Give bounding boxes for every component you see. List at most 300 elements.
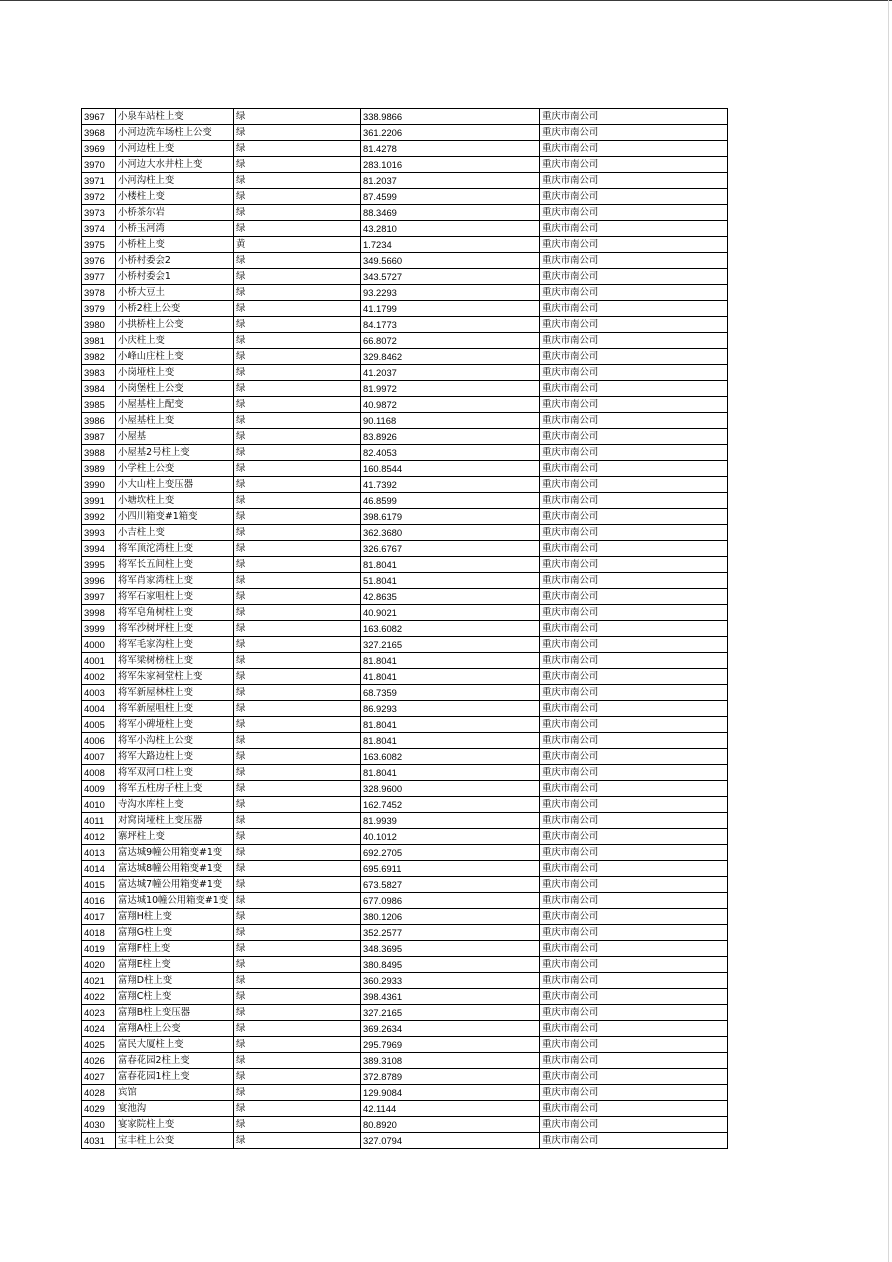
value-cell: 83.8926 xyxy=(361,429,540,445)
row-id-cell: 4005 xyxy=(82,717,116,733)
table-row xyxy=(82,253,728,269)
transformer-name-cell: 小桥玉河湾 xyxy=(116,221,234,237)
row-id-cell: 3999 xyxy=(82,621,116,637)
value-cell: 380.1206 xyxy=(361,909,540,925)
table-row xyxy=(82,701,728,717)
transformer-name-cell: 富翔A柱上公变 xyxy=(116,1021,234,1037)
company-cell: 重庆市南公司 xyxy=(540,605,728,621)
company-cell: 重庆市南公司 xyxy=(540,717,728,733)
row-id-cell: 4016 xyxy=(82,893,116,909)
company-cell: 重庆市南公司 xyxy=(540,589,728,605)
company-cell: 重庆市南公司 xyxy=(540,1005,728,1021)
company-cell: 重庆市南公司 xyxy=(540,573,728,589)
value-cell: 295.7969 xyxy=(361,1037,540,1053)
status-color-cell: 黄 xyxy=(234,237,361,253)
transformer-name-cell: 小屋基柱上变 xyxy=(116,413,234,429)
table-row xyxy=(82,765,728,781)
value-cell: 360.2933 xyxy=(361,973,540,989)
table-row xyxy=(82,429,728,445)
table-row xyxy=(82,1005,728,1021)
table-row xyxy=(82,221,728,237)
table-row xyxy=(82,237,728,253)
transformer-name-cell: 将军小碑垭柱上变 xyxy=(116,717,234,733)
value-cell: 283.1016 xyxy=(361,157,540,173)
value-cell: 81.9939 xyxy=(361,813,540,829)
status-color-cell: 绿 xyxy=(234,349,361,365)
transformer-name-cell: 将军新屋林柱上变 xyxy=(116,685,234,701)
status-color-cell: 绿 xyxy=(234,381,361,397)
table-row xyxy=(82,493,728,509)
value-cell: 326.6767 xyxy=(361,541,540,557)
status-color-cell: 绿 xyxy=(234,589,361,605)
table-row xyxy=(82,893,728,909)
table-row xyxy=(82,365,728,381)
status-color-cell: 绿 xyxy=(234,317,361,333)
row-id-cell: 4009 xyxy=(82,781,116,797)
company-cell: 重庆市南公司 xyxy=(540,893,728,909)
status-color-cell: 绿 xyxy=(234,861,361,877)
status-color-cell: 绿 xyxy=(234,221,361,237)
row-id-cell: 4022 xyxy=(82,989,116,1005)
value-cell: 68.7359 xyxy=(361,685,540,701)
company-cell: 重庆市南公司 xyxy=(540,349,728,365)
table-row xyxy=(82,301,728,317)
table-row xyxy=(82,749,728,765)
row-id-cell: 3995 xyxy=(82,557,116,573)
status-color-cell: 绿 xyxy=(234,829,361,845)
value-cell: 46.8599 xyxy=(361,493,540,509)
table-row xyxy=(82,125,728,141)
value-cell: 81.8041 xyxy=(361,717,540,733)
value-cell: 160.8544 xyxy=(361,461,540,477)
row-id-cell: 3991 xyxy=(82,493,116,509)
value-cell: 93.2293 xyxy=(361,285,540,301)
row-id-cell: 3984 xyxy=(82,381,116,397)
company-cell: 重庆市南公司 xyxy=(540,1021,728,1037)
status-color-cell: 绿 xyxy=(234,925,361,941)
value-cell: 380.8495 xyxy=(361,957,540,973)
table-row xyxy=(82,1021,728,1037)
status-color-cell: 绿 xyxy=(234,765,361,781)
status-color-cell: 绿 xyxy=(234,365,361,381)
status-color-cell: 绿 xyxy=(234,1005,361,1021)
company-cell: 重庆市南公司 xyxy=(540,477,728,493)
row-id-cell: 4027 xyxy=(82,1069,116,1085)
company-cell: 重庆市南公司 xyxy=(540,381,728,397)
value-cell: 81.8041 xyxy=(361,733,540,749)
row-id-cell: 3982 xyxy=(82,349,116,365)
value-cell: 80.8920 xyxy=(361,1117,540,1133)
table-row xyxy=(82,797,728,813)
table-row xyxy=(82,141,728,157)
status-color-cell: 绿 xyxy=(234,173,361,189)
row-id-cell: 3970 xyxy=(82,157,116,173)
status-color-cell: 绿 xyxy=(234,957,361,973)
company-cell: 重庆市南公司 xyxy=(540,973,728,989)
company-cell: 重庆市南公司 xyxy=(540,1133,728,1149)
row-id-cell: 4026 xyxy=(82,1053,116,1069)
value-cell: 673.5827 xyxy=(361,877,540,893)
transformer-name-cell: 小桥2柱上公变 xyxy=(116,301,234,317)
row-id-cell: 4029 xyxy=(82,1101,116,1117)
row-id-cell: 3994 xyxy=(82,541,116,557)
table-row xyxy=(82,973,728,989)
company-cell: 重庆市南公司 xyxy=(540,957,728,973)
table-row xyxy=(82,461,728,477)
value-cell: 328.9600 xyxy=(361,781,540,797)
table-row xyxy=(82,653,728,669)
transformer-name-cell: 将军五柱房子柱上变 xyxy=(116,781,234,797)
status-color-cell: 绿 xyxy=(234,637,361,653)
value-cell: 162.7452 xyxy=(361,797,540,813)
row-id-cell: 4002 xyxy=(82,669,116,685)
value-cell: 66.8072 xyxy=(361,333,540,349)
row-id-cell: 4007 xyxy=(82,749,116,765)
company-cell: 重庆市南公司 xyxy=(540,429,728,445)
table-row xyxy=(82,269,728,285)
company-cell: 重庆市南公司 xyxy=(540,861,728,877)
value-cell: 84.1773 xyxy=(361,317,540,333)
transformer-name-cell: 小四川箱变#1箱变 xyxy=(116,509,234,525)
company-cell: 重庆市南公司 xyxy=(540,253,728,269)
row-id-cell: 4023 xyxy=(82,1005,116,1021)
row-id-cell: 3988 xyxy=(82,445,116,461)
row-id-cell: 4018 xyxy=(82,925,116,941)
status-color-cell: 绿 xyxy=(234,397,361,413)
company-cell: 重庆市南公司 xyxy=(540,989,728,1005)
value-cell: 40.1012 xyxy=(361,829,540,845)
transformer-name-cell: 将军梁树榜柱上变 xyxy=(116,653,234,669)
transformer-name-cell: 小屋基柱上配变 xyxy=(116,397,234,413)
row-id-cell: 3993 xyxy=(82,525,116,541)
company-cell: 重庆市南公司 xyxy=(540,461,728,477)
status-color-cell: 绿 xyxy=(234,509,361,525)
table-row xyxy=(82,509,728,525)
status-color-cell: 绿 xyxy=(234,109,361,125)
page-right-edge xyxy=(888,0,889,1262)
company-cell: 重庆市南公司 xyxy=(540,541,728,557)
transformer-name-cell: 富翔H柱上变 xyxy=(116,909,234,925)
row-id-cell: 3972 xyxy=(82,189,116,205)
company-cell: 重庆市南公司 xyxy=(540,733,728,749)
value-cell: 338.9866 xyxy=(361,109,540,125)
company-cell: 重庆市南公司 xyxy=(540,1053,728,1069)
value-cell: 90.1168 xyxy=(361,413,540,429)
transformer-name-cell: 富翔F柱上变 xyxy=(116,941,234,957)
table-row xyxy=(82,781,728,797)
status-color-cell: 绿 xyxy=(234,125,361,141)
value-cell: 41.8041 xyxy=(361,669,540,685)
company-cell: 重庆市南公司 xyxy=(540,1117,728,1133)
transformer-name-cell: 富翔B柱上变压器 xyxy=(116,1005,234,1021)
table-row xyxy=(82,173,728,189)
transformer-name-cell: 小屋基2号柱上变 xyxy=(116,445,234,461)
transformer-name-cell: 宴池沟 xyxy=(116,1101,234,1117)
row-id-cell: 3973 xyxy=(82,205,116,221)
table-row xyxy=(82,733,728,749)
company-cell: 重庆市南公司 xyxy=(540,125,728,141)
status-color-cell: 绿 xyxy=(234,1117,361,1133)
status-color-cell: 绿 xyxy=(234,477,361,493)
table-row xyxy=(82,637,728,653)
transformer-name-cell: 将军新屋咀柱上变 xyxy=(116,701,234,717)
row-id-cell: 4020 xyxy=(82,957,116,973)
status-color-cell: 绿 xyxy=(234,573,361,589)
status-color-cell: 绿 xyxy=(234,253,361,269)
status-color-cell: 绿 xyxy=(234,781,361,797)
row-id-cell: 4030 xyxy=(82,1117,116,1133)
company-cell: 重庆市南公司 xyxy=(540,285,728,301)
value-cell: 1.7234 xyxy=(361,237,540,253)
company-cell: 重庆市南公司 xyxy=(540,317,728,333)
value-cell: 327.0794 xyxy=(361,1133,540,1149)
row-id-cell: 4004 xyxy=(82,701,116,717)
company-cell: 重庆市南公司 xyxy=(540,157,728,173)
status-color-cell: 绿 xyxy=(234,749,361,765)
company-cell: 重庆市南公司 xyxy=(540,413,728,429)
company-cell: 重庆市南公司 xyxy=(540,765,728,781)
row-id-cell: 4031 xyxy=(82,1133,116,1149)
row-id-cell: 4012 xyxy=(82,829,116,845)
table-row xyxy=(82,557,728,573)
transformer-name-cell: 小塘坎柱上变 xyxy=(116,493,234,509)
transformer-name-cell: 小河边洗车场柱上公变 xyxy=(116,125,234,141)
table-row xyxy=(82,909,728,925)
row-id-cell: 4008 xyxy=(82,765,116,781)
value-cell: 389.3108 xyxy=(361,1053,540,1069)
table-row xyxy=(82,1053,728,1069)
transformer-name-cell: 小河边大水井柱上变 xyxy=(116,157,234,173)
value-cell: 43.2810 xyxy=(361,221,540,237)
row-id-cell: 4010 xyxy=(82,797,116,813)
table-row xyxy=(82,621,728,637)
status-color-cell: 绿 xyxy=(234,685,361,701)
table-row xyxy=(82,317,728,333)
table-row xyxy=(82,829,728,845)
status-color-cell: 绿 xyxy=(234,1069,361,1085)
transformer-name-cell: 对窝岗垭柱上变压器 xyxy=(116,813,234,829)
value-cell: 81.9972 xyxy=(361,381,540,397)
value-cell: 695.6911 xyxy=(361,861,540,877)
company-cell: 重庆市南公司 xyxy=(540,141,728,157)
transformer-name-cell: 小岗垭柱上变 xyxy=(116,365,234,381)
value-cell: 327.2165 xyxy=(361,637,540,653)
transformer-name-cell: 小泉车站柱上变 xyxy=(116,109,234,125)
transformer-name-cell: 将军顶沱湾柱上变 xyxy=(116,541,234,557)
status-color-cell: 绿 xyxy=(234,621,361,637)
transformer-name-cell: 小桥茶尔岩 xyxy=(116,205,234,221)
company-cell: 重庆市南公司 xyxy=(540,877,728,893)
status-color-cell: 绿 xyxy=(234,669,361,685)
transformer-data-table xyxy=(81,108,728,1149)
transformer-name-cell: 小桥村委会1 xyxy=(116,269,234,285)
transformer-name-cell: 宾馆 xyxy=(116,1085,234,1101)
transformer-name-cell: 寺沟水库柱上变 xyxy=(116,797,234,813)
row-id-cell: 3971 xyxy=(82,173,116,189)
row-id-cell: 3978 xyxy=(82,285,116,301)
status-color-cell: 绿 xyxy=(234,413,361,429)
transformer-name-cell: 将军毛家沟柱上变 xyxy=(116,637,234,653)
value-cell: 81.8041 xyxy=(361,765,540,781)
value-cell: 372.8789 xyxy=(361,1069,540,1085)
company-cell: 重庆市南公司 xyxy=(540,509,728,525)
value-cell: 81.8041 xyxy=(361,557,540,573)
value-cell: 42.8635 xyxy=(361,589,540,605)
table-row xyxy=(82,925,728,941)
status-color-cell: 绿 xyxy=(234,941,361,957)
status-color-cell: 绿 xyxy=(234,333,361,349)
table-row xyxy=(82,1133,728,1149)
table-row xyxy=(82,877,728,893)
status-color-cell: 绿 xyxy=(234,605,361,621)
value-cell: 41.1799 xyxy=(361,301,540,317)
company-cell: 重庆市南公司 xyxy=(540,557,728,573)
value-cell: 41.7392 xyxy=(361,477,540,493)
status-color-cell: 绿 xyxy=(234,989,361,1005)
status-color-cell: 绿 xyxy=(234,1085,361,1101)
company-cell: 重庆市南公司 xyxy=(540,941,728,957)
value-cell: 81.2037 xyxy=(361,173,540,189)
status-color-cell: 绿 xyxy=(234,909,361,925)
status-color-cell: 绿 xyxy=(234,1037,361,1053)
row-id-cell: 3987 xyxy=(82,429,116,445)
table-row xyxy=(82,477,728,493)
table-row xyxy=(82,941,728,957)
company-cell: 重庆市南公司 xyxy=(540,109,728,125)
table-row xyxy=(82,1101,728,1117)
value-cell: 343.5727 xyxy=(361,269,540,285)
status-color-cell: 绿 xyxy=(234,157,361,173)
value-cell: 88.3469 xyxy=(361,205,540,221)
row-id-cell: 4015 xyxy=(82,877,116,893)
row-id-cell: 4000 xyxy=(82,637,116,653)
status-color-cell: 绿 xyxy=(234,1101,361,1117)
value-cell: 361.2206 xyxy=(361,125,540,141)
company-cell: 重庆市南公司 xyxy=(540,301,728,317)
company-cell: 重庆市南公司 xyxy=(540,621,728,637)
value-cell: 692.2705 xyxy=(361,845,540,861)
company-cell: 重庆市南公司 xyxy=(540,1037,728,1053)
status-color-cell: 绿 xyxy=(234,813,361,829)
transformer-name-cell: 小桥大豆土 xyxy=(116,285,234,301)
transformer-name-cell: 富达城7幢公用箱变#1变 xyxy=(116,877,234,893)
table-row xyxy=(82,285,728,301)
transformer-name-cell: 小学柱上公变 xyxy=(116,461,234,477)
company-cell: 重庆市南公司 xyxy=(540,333,728,349)
transformer-name-cell: 小拱桥柱上公变 xyxy=(116,317,234,333)
value-cell: 362.3680 xyxy=(361,525,540,541)
row-id-cell: 4006 xyxy=(82,733,116,749)
transformer-name-cell: 富民大厦柱上变 xyxy=(116,1037,234,1053)
company-cell: 重庆市南公司 xyxy=(540,1101,728,1117)
table-row xyxy=(82,381,728,397)
transformer-name-cell: 将军小沟柱上公变 xyxy=(116,733,234,749)
transformer-name-cell: 小楼柱上变 xyxy=(116,189,234,205)
company-cell: 重庆市南公司 xyxy=(540,173,728,189)
row-id-cell: 4011 xyxy=(82,813,116,829)
transformer-name-cell: 富春花园2柱上变 xyxy=(116,1053,234,1069)
company-cell: 重庆市南公司 xyxy=(540,909,728,925)
status-color-cell: 绿 xyxy=(234,845,361,861)
company-cell: 重庆市南公司 xyxy=(540,237,728,253)
transformer-name-cell: 小峰山庄柱上变 xyxy=(116,349,234,365)
row-id-cell: 3977 xyxy=(82,269,116,285)
transformer-name-cell: 小屋基 xyxy=(116,429,234,445)
table-row xyxy=(82,861,728,877)
value-cell: 163.6082 xyxy=(361,621,540,637)
row-id-cell: 4021 xyxy=(82,973,116,989)
company-cell: 重庆市南公司 xyxy=(540,637,728,653)
company-cell: 重庆市南公司 xyxy=(540,205,728,221)
row-id-cell: 4013 xyxy=(82,845,116,861)
company-cell: 重庆市南公司 xyxy=(540,653,728,669)
status-color-cell: 绿 xyxy=(234,493,361,509)
row-id-cell: 3969 xyxy=(82,141,116,157)
value-cell: 677.0986 xyxy=(361,893,540,909)
row-id-cell: 4003 xyxy=(82,685,116,701)
table-row xyxy=(82,845,728,861)
transformer-name-cell: 富翔D柱上变 xyxy=(116,973,234,989)
transformer-name-cell: 将军沙树坪柱上变 xyxy=(116,621,234,637)
status-color-cell: 绿 xyxy=(234,445,361,461)
transformer-name-cell: 将军大路边柱上变 xyxy=(116,749,234,765)
status-color-cell: 绿 xyxy=(234,429,361,445)
status-color-cell: 绿 xyxy=(234,653,361,669)
value-cell: 81.8041 xyxy=(361,653,540,669)
row-id-cell: 3975 xyxy=(82,237,116,253)
status-color-cell: 绿 xyxy=(234,557,361,573)
transformer-name-cell: 小河边柱上变 xyxy=(116,141,234,157)
company-cell: 重庆市南公司 xyxy=(540,797,728,813)
value-cell: 81.4278 xyxy=(361,141,540,157)
value-cell: 352.2577 xyxy=(361,925,540,941)
status-color-cell: 绿 xyxy=(234,701,361,717)
value-cell: 42.1144 xyxy=(361,1101,540,1117)
company-cell: 重庆市南公司 xyxy=(540,493,728,509)
company-cell: 重庆市南公司 xyxy=(540,749,728,765)
transformer-name-cell: 小吉柱上变 xyxy=(116,525,234,541)
row-id-cell: 3990 xyxy=(82,477,116,493)
company-cell: 重庆市南公司 xyxy=(540,813,728,829)
table-row xyxy=(82,525,728,541)
transformer-name-cell: 宝丰柱上公变 xyxy=(116,1133,234,1149)
transformer-name-cell: 富达城9幢公用箱变#1变 xyxy=(116,845,234,861)
status-color-cell: 绿 xyxy=(234,733,361,749)
transformer-name-cell: 小桥柱上变 xyxy=(116,237,234,253)
value-cell: 86.9293 xyxy=(361,701,540,717)
table-row xyxy=(82,1069,728,1085)
row-id-cell: 4019 xyxy=(82,941,116,957)
company-cell: 重庆市南公司 xyxy=(540,445,728,461)
row-id-cell: 3985 xyxy=(82,397,116,413)
table-row xyxy=(82,397,728,413)
table-row xyxy=(82,957,728,973)
value-cell: 348.3695 xyxy=(361,941,540,957)
company-cell: 重庆市南公司 xyxy=(540,925,728,941)
table-row xyxy=(82,1037,728,1053)
transformer-name-cell: 小庆柱上变 xyxy=(116,333,234,349)
table-row xyxy=(82,989,728,1005)
status-color-cell: 绿 xyxy=(234,141,361,157)
row-id-cell: 3992 xyxy=(82,509,116,525)
transformer-name-cell: 将军长五间柱上变 xyxy=(116,557,234,573)
table-body xyxy=(82,109,728,1149)
status-color-cell: 绿 xyxy=(234,877,361,893)
transformer-name-cell: 富达城10幢公用箱变#1变 xyxy=(116,893,234,909)
row-id-cell: 3981 xyxy=(82,333,116,349)
table-row xyxy=(82,333,728,349)
value-cell: 398.6179 xyxy=(361,509,540,525)
